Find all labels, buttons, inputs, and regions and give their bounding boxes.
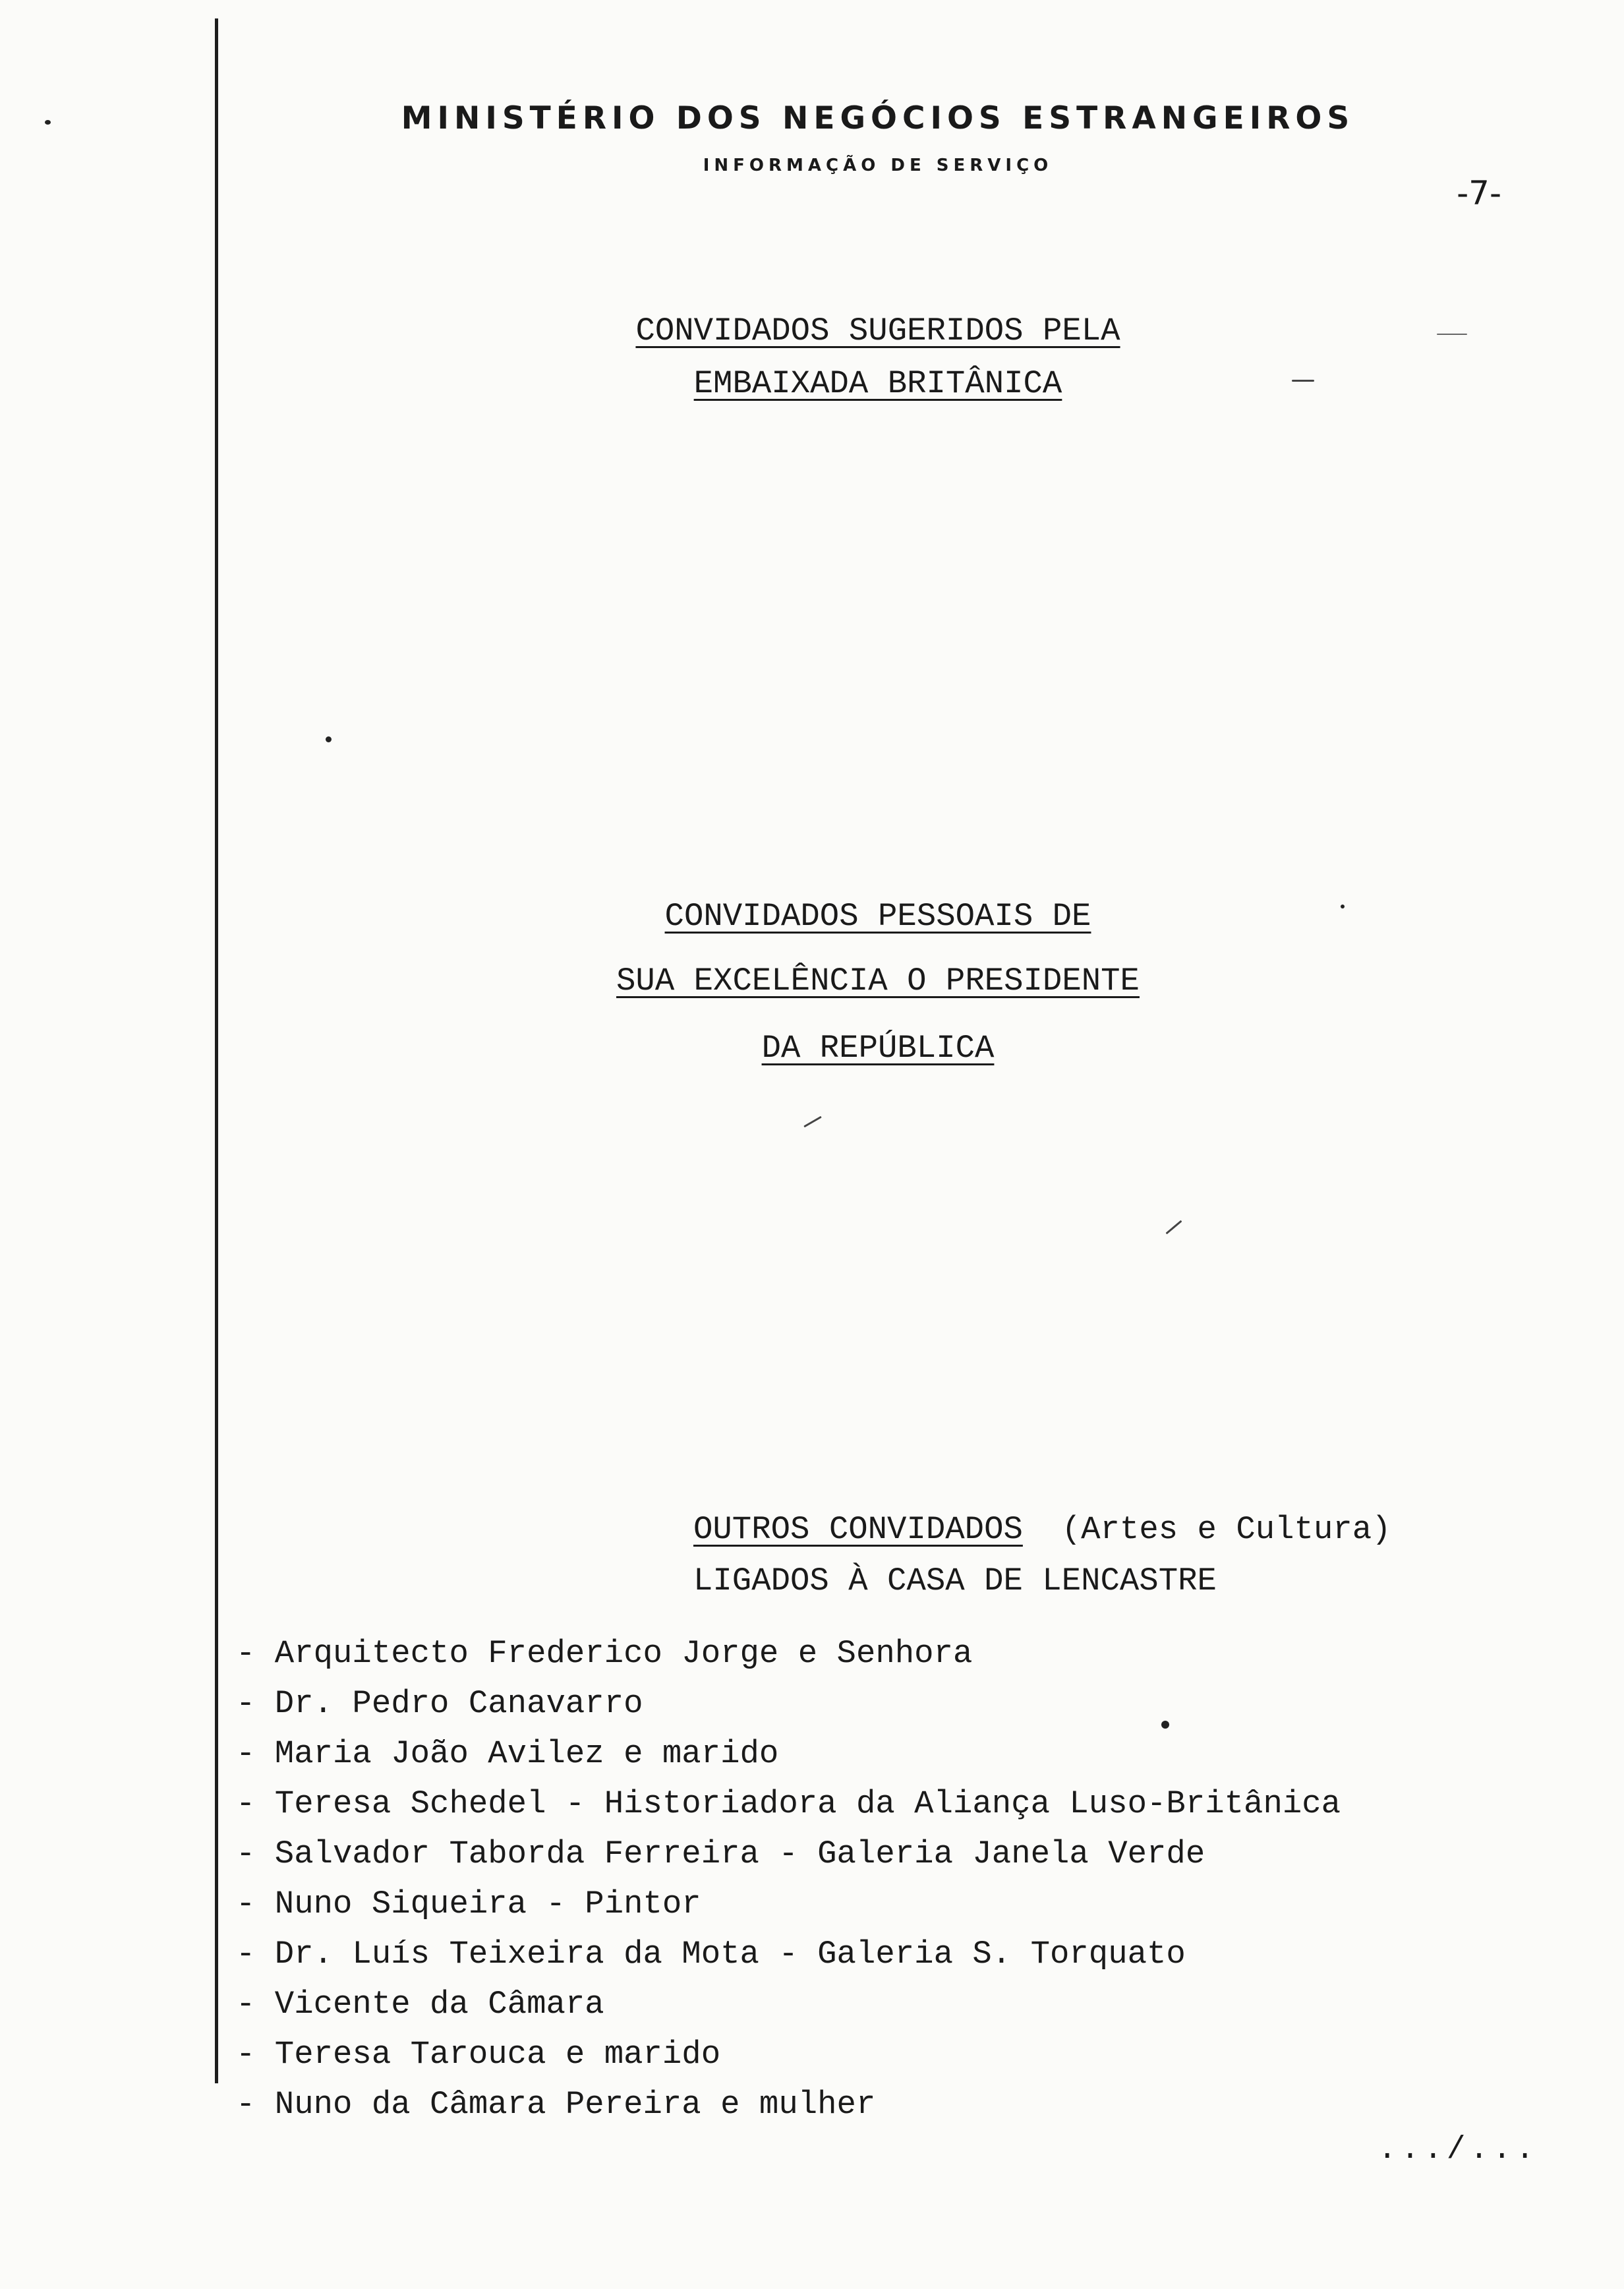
list-item: - Maria João Avilez e marido xyxy=(236,1735,779,1772)
scan-speck xyxy=(1166,1220,1182,1235)
ministry-heading: MINISTÉRIO DOS NEGÓCIOS ESTRANGEIROS xyxy=(401,100,1355,136)
scan-speck xyxy=(1292,380,1314,382)
scan-speck xyxy=(1341,905,1345,908)
president-guests-heading-line3: DA REPÚBLICA xyxy=(761,1030,995,1067)
list-item: - Dr. Luís Teixeira da Mota - Galeria S. Torquato xyxy=(236,1936,1186,1973)
other-guests-heading xyxy=(693,1511,1391,1548)
scan-speck xyxy=(45,120,51,125)
scan-speck xyxy=(326,736,332,742)
list-item: - Teresa Schedel - Historiadora da Aliança Luso-Britânica xyxy=(236,1785,1341,1822)
other-guests-title: OUTROS CONVIDADOS xyxy=(693,1511,1023,1548)
service-info-subheading: INFORMAÇÃO DE SERVIÇO xyxy=(703,156,1053,175)
list-item: - Salvador Taborda Ferreira - Galeria Janela Verde xyxy=(236,1835,1205,1872)
guest-list xyxy=(236,1628,1341,2129)
list-item: - Teresa Tarouca e marido xyxy=(236,2036,721,2073)
list-item: - Arquitecto Frederico Jorge e Senhora xyxy=(236,1635,973,1672)
page-number: -7- xyxy=(1457,174,1501,212)
list-item: - Nuno Siqueira - Pintor xyxy=(236,1886,701,1922)
president-guests-heading-line2: SUA EXCELÊNCIA O PRESIDENTE xyxy=(616,963,1140,999)
scan-speck xyxy=(1161,1721,1169,1729)
scan-speck xyxy=(803,1116,821,1128)
other-guests-note: (Artes e Cultura) xyxy=(1061,1511,1391,1548)
other-guests-subheading: LIGADOS À CASA DE LENCASTRE xyxy=(693,1562,1217,1599)
list-item: - Vicente da Câmara xyxy=(236,1986,604,2023)
list-item: - Nuno da Câmara Pereira e mulher xyxy=(236,2086,876,2123)
scan-speck xyxy=(1437,334,1467,335)
president-guests-heading-line1: CONVIDADOS PESSOAIS DE xyxy=(664,898,1091,935)
continuation-mark: .../... xyxy=(1378,2132,1538,2168)
british-guests-heading-line2: EMBAIXADA BRITÂNICA xyxy=(693,365,1062,402)
british-guests-heading-line1: CONVIDADOS SUGERIDOS PELA xyxy=(635,312,1120,349)
list-item: - Dr. Pedro Canavarro xyxy=(236,1685,643,1722)
